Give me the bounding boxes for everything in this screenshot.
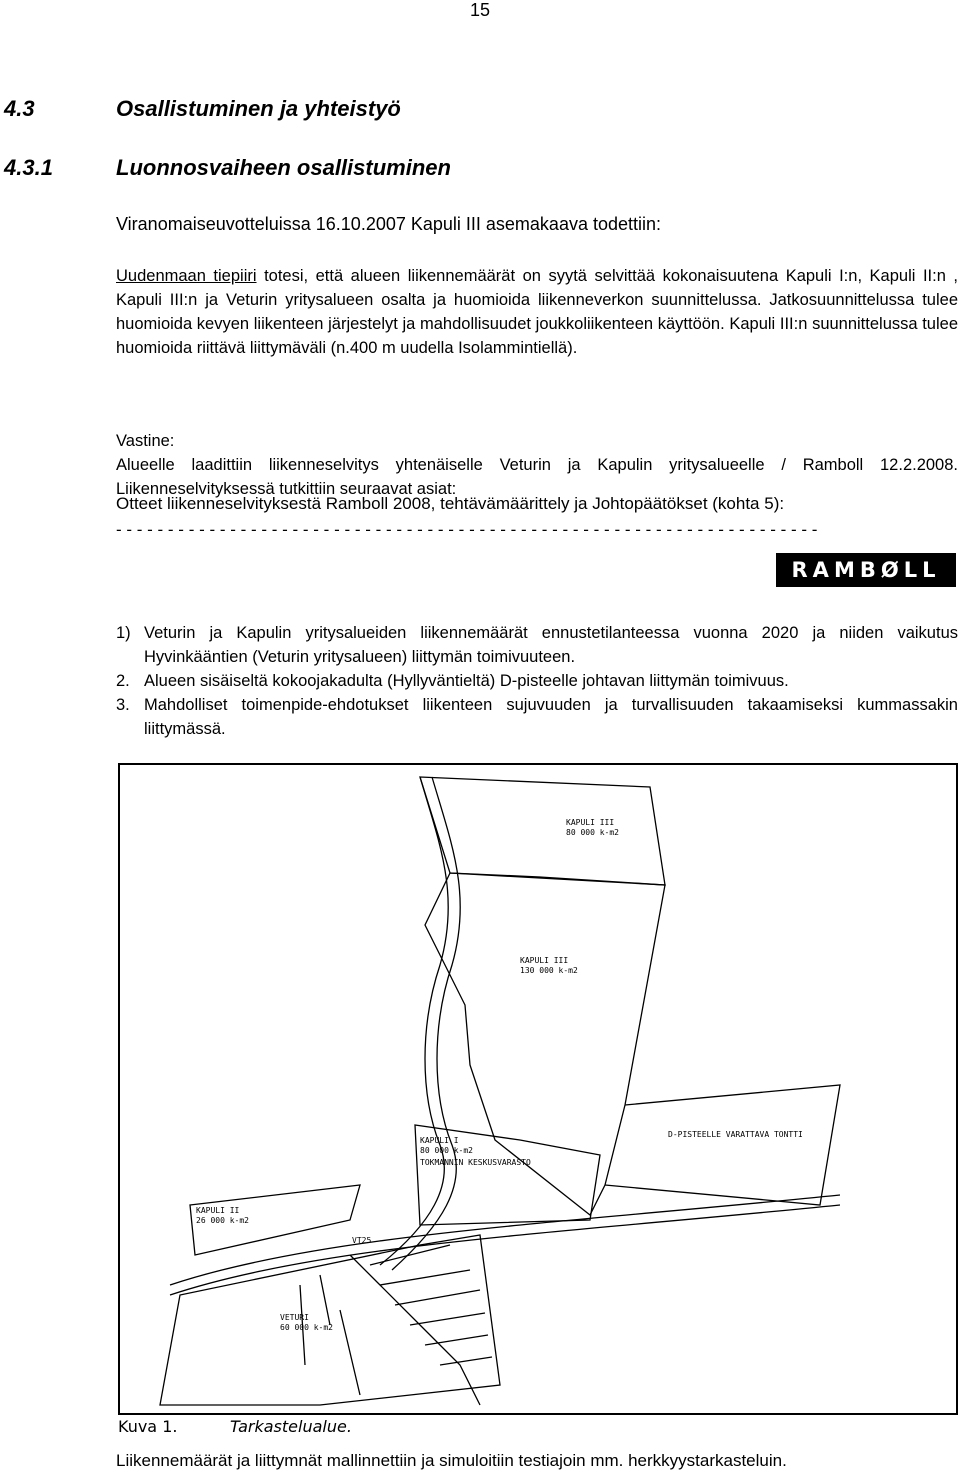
figure-caption bbox=[118, 1417, 352, 1436]
veturi-inner-road bbox=[350, 1255, 480, 1405]
svg-text:130 000 k-m2 bbox=[520, 966, 578, 975]
label-kapuli3a-area: 80 000 k-m2 bbox=[566, 828, 619, 837]
list-item-number: 1) bbox=[116, 624, 131, 642]
site-map bbox=[118, 763, 958, 1415]
list-item-text: Veturin ja Kapulin yritysalueiden liikennemäärät ennustetilanteessa vuonna 2020 ja niiden vaikutus Hyvinkääntien (Veturin yritysalueen) liittymän toimivuuteen. bbox=[144, 624, 958, 666]
caption-label: Kuva 1. bbox=[118, 1417, 178, 1436]
paragraph-tiepiiri-text: totesi, että alueen liikennemäärät on syytä selvittää kokonaisuutena Kapuli I:n, Kapuli II:n , Kapuli III:n ja Veturin yritysalueen osalta ja huomioida liikenneverkon suunnittelussa. Jatkosuunnittelussa tulee huomioida kevyen liikenteen järjestelyt ja mahdollisuudet joukkoliikenteen käyttöön. Kapuli III:n suunnittelussa tulee huomioida riittävä liittymäväli (n.400 m uudella Isolammintiellä). bbox=[116, 267, 958, 357]
veturi-plot-lines bbox=[300, 1275, 360, 1395]
svg-text:KAPULI III bbox=[520, 956, 568, 965]
label-kapuli2-name: KAPULI II bbox=[196, 1206, 240, 1215]
svg-text:VT25 bbox=[352, 1236, 371, 1245]
tiepiiri-underlined: Uudenmaan tiepiiri bbox=[116, 267, 257, 285]
svg-text:26 000 k-m2 bbox=[196, 1216, 249, 1225]
intro-text: Viranomaiseuvotteluissa 16.10.2007 Kapuli III asemakaava todettiin: bbox=[116, 214, 662, 234]
heading-4-3-1 bbox=[0, 155, 451, 181]
svg-text:80 000 k-m2 bbox=[566, 828, 619, 837]
site-map-drawing bbox=[120, 765, 956, 1413]
vastine-label: Vastine: bbox=[116, 432, 175, 450]
list-item-number: 3. bbox=[116, 696, 130, 714]
label-veturi-name: VETURI bbox=[280, 1313, 309, 1322]
list-item-text: Mahdolliset toimenpide-ehdotukset liikenteen sujuvuuden ja turvallisuuden takaamiseksi kummassakin liittymässä. bbox=[144, 696, 958, 738]
dpiste-parcel bbox=[605, 1085, 840, 1205]
svg-text:80 000 k-m2 bbox=[420, 1146, 473, 1155]
label-vt25: VT25 bbox=[352, 1236, 372, 1245]
vastine-section bbox=[116, 429, 958, 501]
label-dpiste: D-PISTEELLE VARATTAVA TONTTI bbox=[668, 1130, 803, 1139]
caption-title: Tarkastelualue. bbox=[230, 1417, 352, 1436]
road-curve-west-edge bbox=[392, 777, 460, 1270]
page-number: 15 bbox=[469, 0, 491, 20]
label-kapuli3b-name: KAPULI III bbox=[520, 956, 569, 965]
heading-4-3-number: 4.3 bbox=[4, 96, 35, 121]
heading-4-3 bbox=[0, 96, 401, 122]
label-veturi-area: 60 000 k-m2 bbox=[280, 1323, 333, 1332]
otteet-heading: Otteet liikenneselvityksestä Ramboll 2008, tehtävämäärittely ja Johtopäätökset (kohta 5): bbox=[116, 494, 785, 513]
list-item-text: Alueen sisäiseltä kokoojakadulta (Hyllyväntieltä) D-pisteelle johtavan liittymän toimivuus. bbox=[144, 672, 789, 690]
veturi-area bbox=[160, 1235, 500, 1405]
task-list bbox=[116, 621, 958, 741]
label-kapuli1-sub: TOKMANNIN KESKUSVARASTO bbox=[420, 1158, 531, 1167]
label-kapuli2-area: 26 000 k-m2 bbox=[196, 1216, 249, 1225]
heading-4-3-1-title: Luonnosvaiheen osallistuminen bbox=[116, 155, 451, 180]
vastine-text: Alueelle laadittiin liikenneselvitys yhtenäiselle Veturin ja Kapulin yritysalueelle / Ramboll 12.2.2008. Liikenneselvityksessä tutkittiin seuraavat asiat: bbox=[116, 456, 958, 498]
vt25-road-edge bbox=[170, 1205, 840, 1295]
svg-text:KAPULI II bbox=[196, 1206, 240, 1215]
svg-text:D-PISTEELLE VARATTAVA TONTTI bbox=[668, 1130, 803, 1139]
svg-text:KAPULI III bbox=[566, 818, 614, 827]
svg-text:KAPULI I bbox=[420, 1136, 459, 1145]
svg-text:60 000 k-m2 bbox=[280, 1323, 333, 1332]
vt25-road bbox=[170, 1195, 840, 1285]
label-kapuli1-area: 80 000 k-m2 bbox=[420, 1146, 473, 1155]
ramboll-logo: RAMBØLL bbox=[776, 553, 956, 587]
heading-4-3-1-number: 4.3.1 bbox=[4, 155, 53, 180]
label-kapuli1-name: KAPULI I bbox=[420, 1136, 459, 1145]
paragraph-tiepiiri bbox=[116, 264, 958, 360]
svg-text:TOKMANNIN KESKUSVARASTO bbox=[420, 1158, 531, 1167]
list-item bbox=[116, 693, 958, 741]
road-curve-west bbox=[380, 777, 448, 1265]
label-kapuli3b-area: 130 000 k-m2 bbox=[520, 966, 578, 975]
final-text: Liikennemäärät ja liittymnät mallinnettiin ja simuloitiin testiajoin mm. herkkyystarkasteluin. bbox=[116, 1451, 787, 1470]
dashed-separator: - - - - - - - - - - - - - - - - - - - - - - - - - - - - - - - - - - - - - - - - - - - - - - - - - - - - - - - - - - - - - - - - - - - - bbox=[116, 520, 818, 539]
list-item bbox=[116, 621, 958, 669]
veturi-plots bbox=[370, 1245, 492, 1365]
svg-text:VETURI bbox=[280, 1313, 309, 1322]
label-kapuli3a-name: KAPULI III bbox=[566, 818, 615, 827]
heading-4-3-title: Osallistuminen ja yhteistyö bbox=[116, 96, 401, 121]
list-item-number: 2. bbox=[116, 672, 130, 690]
list-item bbox=[116, 669, 958, 693]
